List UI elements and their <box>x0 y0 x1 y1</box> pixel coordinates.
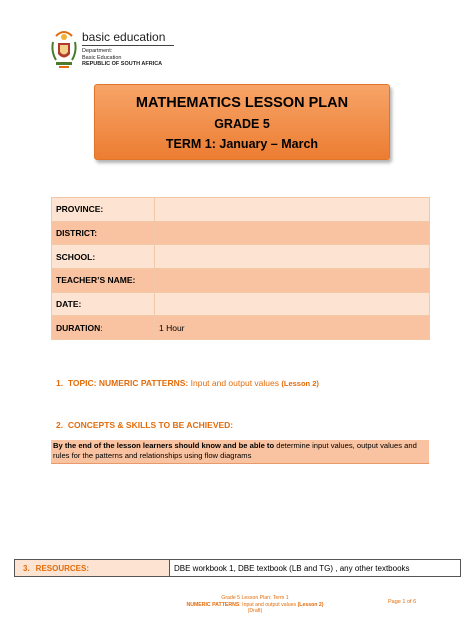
teacher-name-value[interactable] <box>155 269 430 293</box>
coat-of-arms-icon <box>50 30 78 70</box>
footer-subtopic: : Input and output values <box>239 601 297 608</box>
resources-label <box>15 560 170 577</box>
table-row <box>52 198 430 222</box>
logo-department-label: Department: <box>82 48 113 54</box>
table-row <box>52 292 430 316</box>
logo-divider <box>82 45 174 46</box>
concepts-text: determine input values, output values and rules for the patterns and relationships using flow diagrams <box>53 441 417 460</box>
duration-label-colon: : <box>100 322 103 333</box>
school-value[interactable] <box>155 245 430 269</box>
dbe-logo <box>50 30 174 70</box>
table-row <box>15 560 461 577</box>
date-value[interactable] <box>155 292 430 316</box>
concepts-heading <box>56 420 233 430</box>
term-title: TERM 1: January – March <box>165 137 319 151</box>
teacher-name-label: TEACHER’S NAME: <box>52 269 155 293</box>
page-number: Page 1 of 6 <box>388 599 417 605</box>
province-label: PROVINCE: <box>52 198 155 222</box>
district-label: DISTRICT: <box>52 221 155 245</box>
duration-label-text: DURATION <box>56 322 101 333</box>
topic-lesson: (Lesson 2) <box>281 379 319 388</box>
resources-value[interactable]: DBE workbook 1, DBE textbook (LB and TG) , any other textbooks <box>170 560 461 577</box>
resources-number: 3. <box>23 563 30 573</box>
district-value[interactable] <box>155 221 430 245</box>
province-value[interactable] <box>155 198 430 222</box>
table-row <box>52 316 430 340</box>
concepts-number: 2. <box>56 420 64 430</box>
duration-value[interactable]: 1 Hour <box>155 316 430 340</box>
footer-lesson: (Lesson 2) <box>297 601 324 608</box>
topic-number: 1. <box>56 378 64 388</box>
document-title: MATHEMATICS LESSON PLAN <box>135 95 349 111</box>
topic-text: Input and output values <box>190 378 279 388</box>
logo-country: REPUBLIC OF SOUTH AFRICA <box>82 61 163 67</box>
footer-topic: NUMERIC PATTERNS <box>186 601 240 608</box>
school-label: SCHOOL: <box>52 245 155 269</box>
grade-title: GRADE 5 <box>214 117 270 131</box>
title-box <box>94 84 390 160</box>
duration-label <box>52 316 155 340</box>
resources-table <box>14 559 461 577</box>
footer-draft: (Draft) <box>247 608 263 614</box>
table-row <box>52 245 430 269</box>
logo-title: basic education <box>82 30 166 44</box>
page-footer <box>160 595 350 615</box>
table-row <box>52 269 430 293</box>
topic-heading-text: TOPIC: NUMERIC PATTERNS: <box>67 378 189 388</box>
concepts-heading-text: CONCEPTS & SKILLS TO BE ACHIEVED: <box>67 420 234 430</box>
concepts-bold-text: By the end of the lesson learners should know and be able to <box>53 441 275 450</box>
school-info-table <box>51 197 430 340</box>
resources-label-text: RESOURCES: <box>35 563 90 573</box>
footer-line-1: Grade 5 Lesson Plan: Term 1 <box>221 595 289 601</box>
topic-heading <box>56 378 319 388</box>
logo-department-name: Basic Education <box>82 54 122 61</box>
date-label: DATE: <box>52 292 155 316</box>
concepts-paragraph <box>51 440 429 464</box>
table-row <box>52 221 430 245</box>
